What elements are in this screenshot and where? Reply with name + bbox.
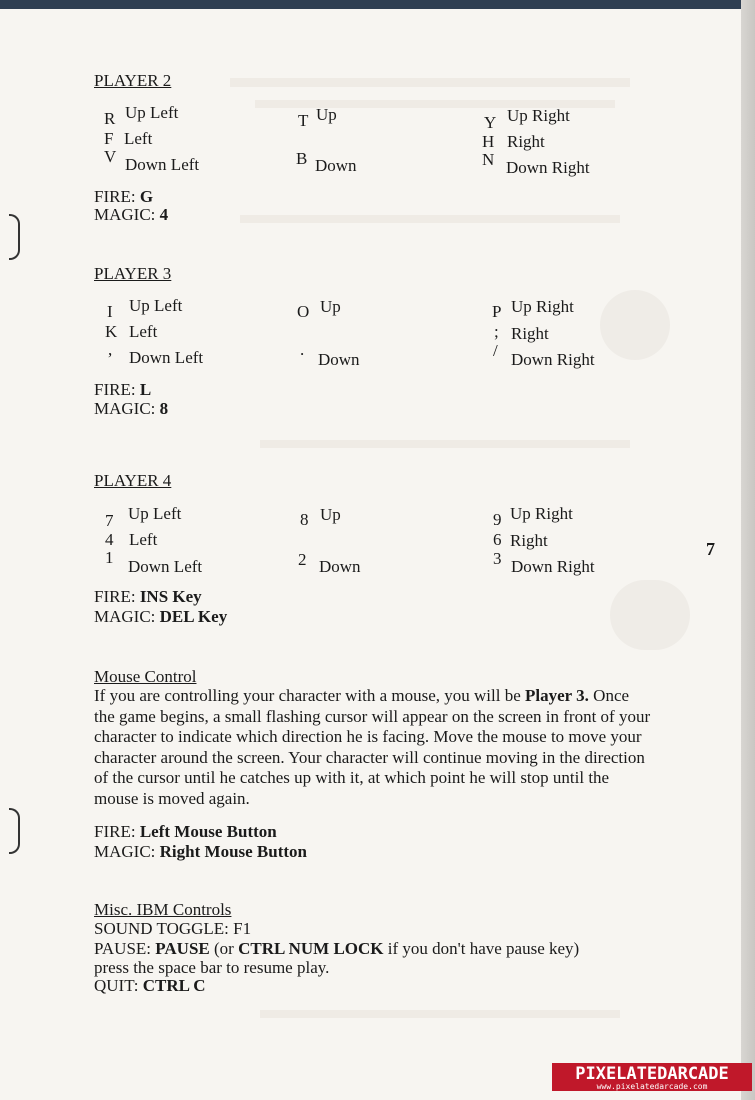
key-letter: V xyxy=(104,147,117,166)
player3-fire: FIRE: L xyxy=(94,380,152,399)
direction-label: Down Right xyxy=(511,557,595,576)
player2-fire: FIRE: G xyxy=(94,187,154,206)
direction-label: Up Right xyxy=(511,297,574,316)
direction-label: Down xyxy=(315,156,357,175)
page-number: 7 xyxy=(706,539,715,559)
key-letter: / xyxy=(493,341,498,360)
key-letter: . xyxy=(300,340,305,359)
key-letter: 9 xyxy=(493,510,502,529)
pause-control: PAUSE: PAUSE (or CTRL NUM LOCK if you don't have pause key) xyxy=(94,939,580,958)
key-letter: 1 xyxy=(105,548,114,567)
direction-label: Up xyxy=(316,105,337,124)
key-letter: H xyxy=(482,132,495,151)
key-letter: ; xyxy=(494,322,499,341)
key-letter: T xyxy=(298,111,309,130)
direction-label: Down Left xyxy=(125,155,200,174)
direction-label: Right xyxy=(511,324,549,343)
direction-label: Down Right xyxy=(506,158,590,177)
direction-label: Up Right xyxy=(507,106,570,125)
direction-label: Left xyxy=(129,322,158,341)
player4-magic: MAGIC: DEL Key xyxy=(94,607,228,626)
mouse-control-paragraph: If you are controlling your character with a mouse, you will be Player 3. Once the game begins, a small flashing cursor will appear on the screen in front of your character to indicate which direction he is facing. Move the mouse to move your character around the screen. Your character will continue moving in the direction of the cursor until he catches up with it, at which point he will stop until the mouse is moved again. xyxy=(94,686,651,808)
direction-label: Right xyxy=(510,531,548,550)
direction-label: Down xyxy=(319,557,361,576)
direction-label: Down Left xyxy=(128,557,203,576)
key-letter: B xyxy=(296,149,308,168)
resume-instruction: press the space bar to resume play. xyxy=(94,958,330,977)
page-top-edge xyxy=(0,0,755,9)
sound-toggle: SOUND TOGGLE: F1 xyxy=(94,919,252,938)
key-letter: K xyxy=(105,322,118,341)
direction-label: Up xyxy=(320,505,341,524)
direction-label: Down Left xyxy=(129,348,204,367)
direction-label: Left xyxy=(129,530,158,549)
player2-magic: MAGIC: 4 xyxy=(94,205,169,224)
direction-label: Up Left xyxy=(125,103,179,122)
key-letter: 3 xyxy=(493,549,502,568)
player3-heading: PLAYER 3 xyxy=(94,264,172,283)
mouse-fire: FIRE: Left Mouse Button xyxy=(94,822,277,841)
player4-heading: PLAYER 4 xyxy=(94,471,172,490)
direction-label: Up Left xyxy=(129,296,183,315)
direction-label: Right xyxy=(507,132,545,151)
binding-mark xyxy=(9,214,20,260)
binding-mark xyxy=(9,808,20,854)
direction-label: Down Right xyxy=(511,350,595,369)
key-letter: I xyxy=(107,302,113,321)
direction-label: Up Right xyxy=(510,504,573,523)
player3-magic: MAGIC: 8 xyxy=(94,399,169,418)
key-letter: 4 xyxy=(105,530,114,549)
player2-heading: PLAYER 2 xyxy=(94,71,172,90)
direction-label: Down xyxy=(318,350,360,369)
ibm-controls-heading: Misc. IBM Controls xyxy=(94,900,232,919)
key-letter: O xyxy=(297,302,310,321)
key-letter: 2 xyxy=(298,550,307,569)
player4-fire: FIRE: INS Key xyxy=(94,587,202,606)
direction-label: Left xyxy=(124,129,153,148)
page-right-edge xyxy=(741,0,755,1100)
key-letter: P xyxy=(492,302,502,321)
key-letter: , xyxy=(108,340,113,359)
key-letter: Y xyxy=(484,113,497,132)
quit-control: QUIT: CTRL C xyxy=(94,976,206,995)
direction-label: Up Left xyxy=(128,504,182,523)
key-letter: R xyxy=(104,109,116,128)
direction-label: Up xyxy=(320,297,341,316)
key-letter: F xyxy=(104,129,114,148)
mouse-control-heading: Mouse Control xyxy=(94,667,197,686)
mouse-magic: MAGIC: Right Mouse Button xyxy=(94,842,308,861)
watermark-logo: PIXELATEDARCADE www.pixelatedarcade.com xyxy=(552,1063,752,1091)
key-letter: N xyxy=(482,150,495,169)
key-letter: 7 xyxy=(105,511,114,530)
key-letter: 6 xyxy=(493,530,502,549)
key-letter: 8 xyxy=(300,510,309,529)
